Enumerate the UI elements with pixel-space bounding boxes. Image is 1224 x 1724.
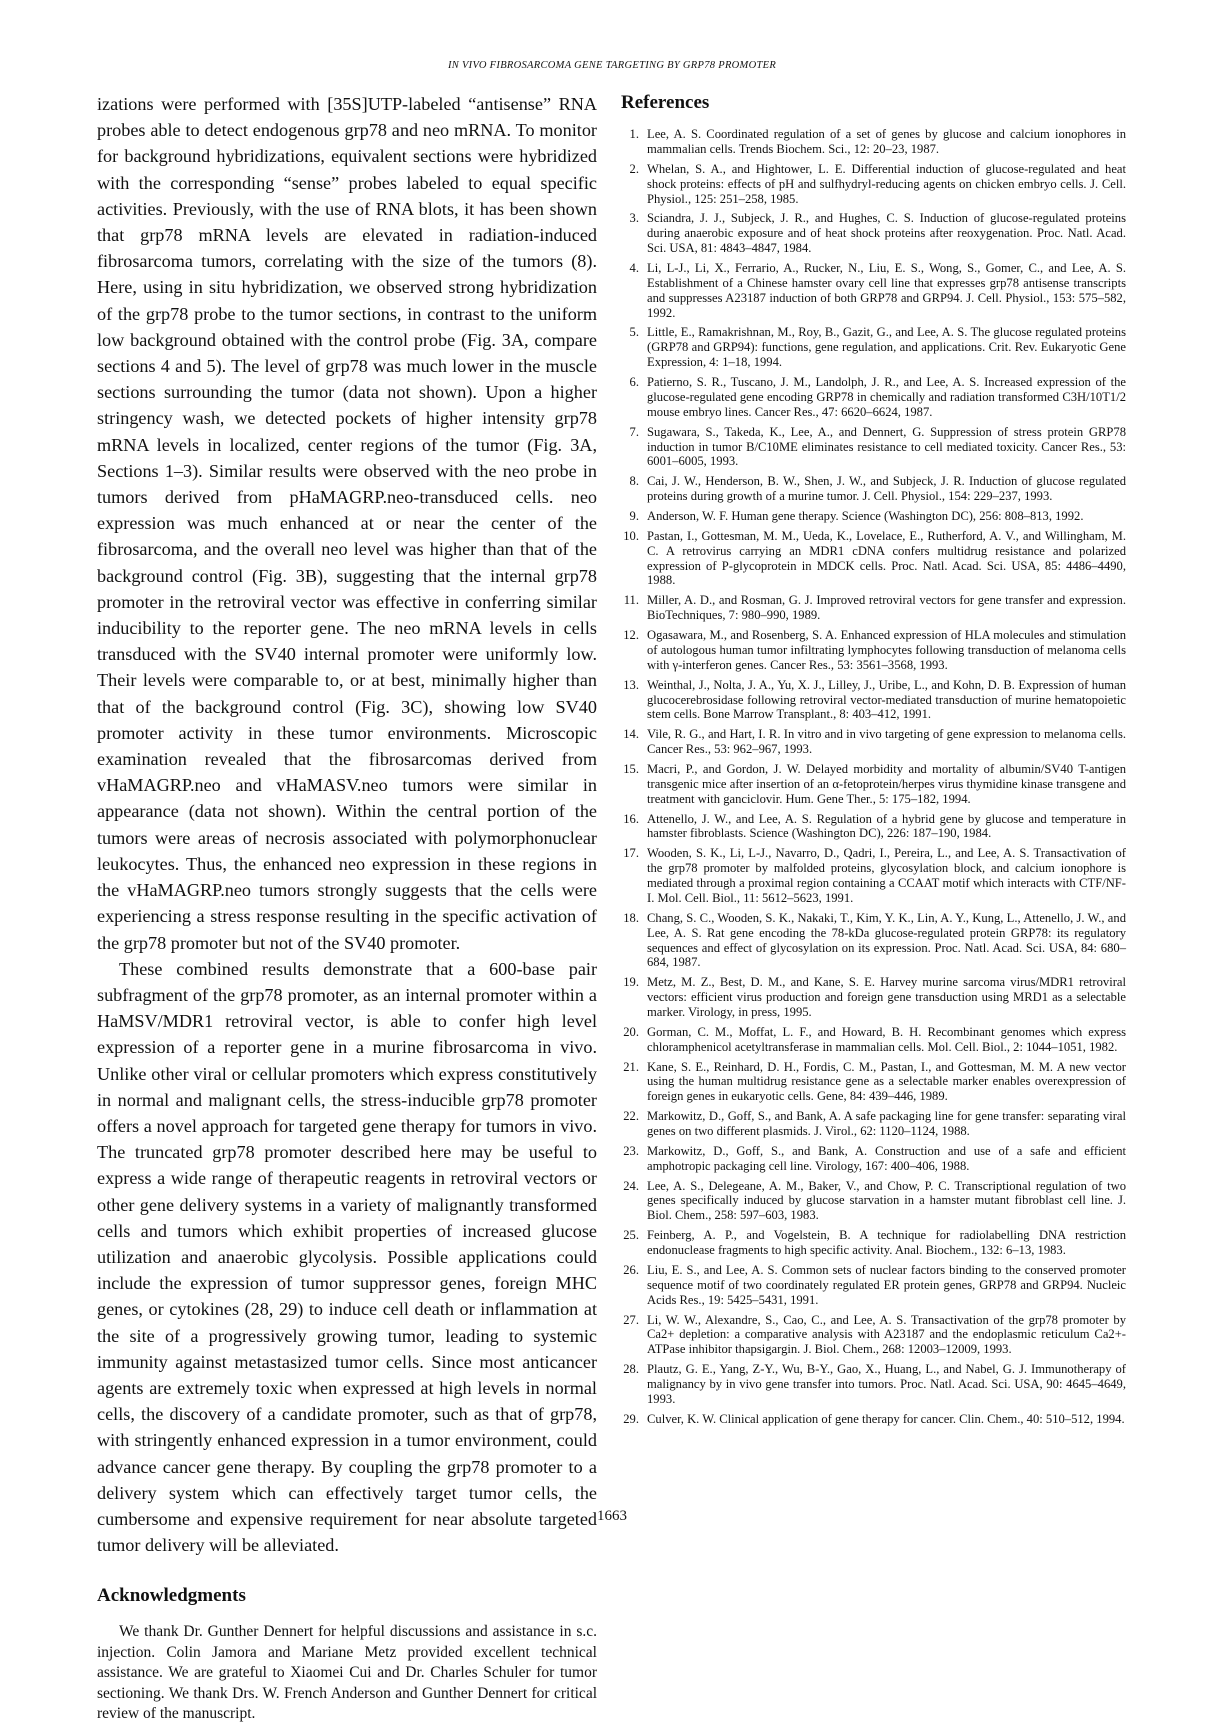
reference-text: Patierno, S. R., Tuscano, J. M., Landolph, J. R., and Lee, A. S. Increased expression of the glucose-regulated gene encoding GRP78 in chemically and radiation transformed C3H/10T1/2 mouse embryo lines. Cancer Res., 47: 6620–6624, 1987. (647, 375, 1126, 419)
running-head: IN VIVO FIBROSARCOMA GENE TARGETING BY GRP78 PROMOTER (447, 60, 777, 71)
references-heading: References (621, 92, 710, 113)
reference-item (621, 162, 1126, 207)
reference-text: Anderson, W. F. Human gene therapy. Science (Washington DC), 256: 808–813, 1992. (647, 508, 1084, 523)
reference-item (621, 812, 1126, 842)
reference-item (621, 1109, 1126, 1139)
acknowledgments-text: We thank Dr. Gunther Dennert for helpful discussions and assistance in s.c. injection. Colin Jamora and Mariane Metz provided excellent technical assistance. We are grateful to Xiaomei Cui and Dr. Charles Schuler for tumor sectioning. We thank Drs. W. French Anderson and Gunther Dennert for critical review of the manuscript. (97, 1623, 597, 1722)
reference-item (621, 1313, 1126, 1358)
reference-number: 16. (623, 811, 639, 826)
reference-number: 15. (623, 761, 639, 776)
page-number: 1663 (597, 1508, 627, 1524)
reference-text: Miller, A. D., and Rosman, G. J. Improved retroviral vectors for gene transfer and expression. BioTechniques, 7: 980–990, 1989. (647, 593, 1126, 623)
reference-list (621, 127, 1126, 1427)
reference-item (621, 911, 1126, 971)
acknowledgments-heading: Acknowledgments (97, 1585, 246, 1607)
reference-number: 1. (629, 127, 639, 141)
reference-item (621, 509, 1126, 524)
reference-text: Whelan, S. A., and Hightower, L. E. Differential induction of glucose-regulated and heat shock proteins: effects of pH and sulfhydryl-reducing agents on chicken embryo cells. J. Cell. Physiol., 125: 251–258, 1985. (647, 161, 1126, 206)
reference-item (621, 425, 1126, 470)
reference-item (621, 727, 1126, 757)
reference-text: Vile, R. G., and Hart, I. R. In vitro and in vivo targeting of gene expression to melanoma cells. Cancer Res., 53: 962–967, 1993. (647, 727, 1126, 757)
reference-item (621, 593, 1126, 623)
reference-number: 10. (623, 528, 639, 543)
results-discussion-text (97, 91, 597, 1558)
reference-text: Sciandra, J. J., Subjeck, J. R., and Hughes, C. S. Induction of glucose-regulated proteins during anaerobic exposure and of heat shock proteins after reoxygenation. Proc. Natl. Acad. Sci. USA, 81: 4843–4847, 1984. (647, 211, 1126, 256)
reference-number: 26. (623, 1262, 639, 1277)
reference-text: Markowitz, D., Goff, S., and Bank, A. A safe packaging line for gene transfer: separating viral genes on two different plasmids. J. Virol., 62: 1120–1124, 1988. (647, 1109, 1126, 1139)
reference-item (621, 211, 1126, 256)
reference-item (621, 628, 1126, 673)
reference-number: 18. (623, 910, 639, 925)
reference-item (621, 762, 1126, 807)
reference-number: 6. (629, 375, 639, 390)
reference-number: 5. (629, 325, 639, 340)
right-column (621, 91, 1126, 1432)
reference-item (621, 1025, 1126, 1055)
reference-number: 21. (623, 1059, 639, 1074)
reference-number: 24. (623, 1178, 639, 1193)
reference-number: 7. (629, 424, 639, 439)
reference-text: Li, L-J., Li, X., Ferrario, A., Rucker, N., Liu, E. S., Wong, S., Gomer, C., and Lee, A. S. Establishment of a Chinese hamster ovary cell line that expresses grp78 antisense transcripts and suppresses A23187 induction of both GRP78 and GRP94. J. Cell. Physiol., 153: 575–582, 1992. (647, 260, 1126, 320)
reference-text: Lee, A. S., Delegeane, A. M., Baker, V., and Chow, P. C. Transcriptional regulation of two genes specifically induced by glucose starvation in a hamster mutant fibroblast cell line. J. Biol. Chem., 258: 597–603, 1983. (647, 1178, 1126, 1223)
reference-item (621, 375, 1126, 420)
reference-text: Attenello, J. W., and Lee, A. S. Regulation of a hybrid gene by glucose and temperature in hamster fibroblasts. Science (Washington DC), 226: 187–190, 1984. (647, 811, 1126, 841)
reference-number: 12. (623, 627, 639, 642)
reference-number: 23. (623, 1143, 639, 1158)
reference-number: 2. (629, 161, 639, 176)
reference-number: 19. (623, 975, 639, 990)
reference-number: 11. (623, 593, 639, 608)
reference-text: Lee, A. S. Coordinated regulation of a set of genes by glucose and calcium ionophores in mammalian cells. Trends Biochem. Sci., 12: 20–23, 1987. (647, 127, 1126, 156)
reference-text: Pastan, I., Gottesman, M. M., Ueda, K., Lovelace, E., Rutherford, A. V., and Willingham, M. C. A retrovirus carrying an MDR1 cDNA confers multidrug resistance and polarized expression of P-glycoprotein in MDCK cells. Proc. Natl. Acad. Sci. USA, 85: 4486–4490, 1988. (647, 528, 1126, 588)
reference-text: Li, W. W., Alexandre, S., Cao, C., and Lee, A. S. Transactivation of the grp78 promoter by Ca2+ depletion: a comparative analysis with A23187 and the endoplasmic reticulum Ca2+-ATPase inhibitor thapsigargin. J. Biol. Chem., 268: 12003–12009, 1993. (647, 1312, 1126, 1357)
reference-number: 17. (623, 846, 639, 861)
reference-item (621, 1144, 1126, 1174)
body-paragraph-1: izations were performed with [35S]UTP-labeled “antisense” RNA probes able to detect endogenous grp78 and neo mRNA. To monitor for background hybridizations, equivalent sections were hybridized with the corresponding “sense” probes labeled to equal specific activities. Previously, with the use of RNA blots, it has been shown that grp78 mRNA levels are elevated in radiation-induced fibrosarcoma tumors, correlating with the size of the tumors (8). Here, using in situ hybridization, we observed strong hybridization of the grp78 probe to the tumor sections, in contrast to the uniform low background obtained with the control probe (Fig. 3A, compare sections 4 and 5). The level of grp78 was much lower in the muscle sections surrounding the tumor (data not shown). Upon a higher stringency wash, we detected pockets of higher intensity grp78 mRNA levels in localized, center regions of the tumor (Fig. 3A, Sections 1–3). Similar results were observed with the neo probe in tumors derived from pHaMAGRP.neo-transduced cells. neo expression was much enhanced at or near the center of the fibrosarcoma, and the overall neo level was higher than that of the background control (Fig. 3B), suggesting that the internal grp78 promoter in the retroviral vector was effective in conferring similar inducibility to the reporter gene. The neo mRNA levels in cells transduced with the SV40 internal promoter were uniformly low. Their levels were comparable to, or at best, minimally higher than that of the background control (Fig. 3C), showing low SV40 promoter activity in these tumor environments. Microscopic examination revealed that the fibrosarcomas derived from vHaMAGRP.neo and vHaMASV.neo tumors were similar in appearance (data not shown). Within the central portion of the tumors were areas of necrosis associated with polymorphonuclear leukocytes. Thus, the enhanced neo expression in these regions in the vHaMAGRP.neo tumors strongly suggests that the cells were experiencing a stress response resulting in the specific activation of the grp78 promoter but not of the SV40 promoter. (97, 94, 597, 953)
reference-item (621, 1362, 1126, 1407)
reference-number: 3. (629, 211, 639, 226)
reference-text: Kane, S. E., Reinhard, D. H., Fordis, C. M., Pastan, I., and Gottesman, M. M. A new vector using the human multidrug resistance gene as a selectable marker enables overexpression of foreign genes in eukaryotic cells. Gene, 84: 439–446, 1989. (647, 1059, 1126, 1104)
reference-number: 25. (623, 1228, 639, 1243)
reference-item (621, 1060, 1126, 1105)
reference-item (621, 975, 1126, 1020)
acknowledgments-section (97, 1622, 597, 1724)
reference-number: 13. (623, 677, 639, 692)
reference-number: 27. (623, 1312, 639, 1327)
reference-number: 9. (629, 508, 639, 523)
body-paragraph-2: These combined results demonstrate that a 600-base pair subfragment of the grp78 promoter, as an internal promoter within a HaMSV/MDR1 retroviral vector, is able to confer high level expression of a reporter gene in a murine fibrosarcoma in vivo. Unlike other viral or cellular promoters which express constitutively in normal and malignant cells, the stress-inducible grp78 promoter offers a novel approach for targeted gene therapy for tumors in vivo. The truncated grp78 promoter described here may be useful to express a wide range of therapeutic reagents in retroviral vectors or other gene delivery systems in a variety of malignantly transformed cells and tumors which exhibit properties of increased glucose utilization and anaerobic glycolysis. Possible applications could include the expression of tumor suppressor genes, foreign MHC genes, or cytokines (28, 29) to induce cell death or inflammation at the site of a progressively growing tumor, leading to systemic immunity against metastasized tumor cells. Since most anticancer agents are extremely toxic when expressed at high levels in normal cells, the discovery of a candidate promoter, such as that of grp78, with stringently enhanced expression in a tumor environment, could advance cancer gene therapy. By coupling the grp78 promoter to a delivery system which can effectively target tumor cells, the cumbersome and expensive requirement for near absolute targeted tumor delivery will be alleviated. (97, 958, 597, 1556)
reference-item (621, 474, 1126, 504)
reference-item (621, 678, 1126, 723)
reference-item (621, 529, 1126, 589)
reference-item (621, 261, 1126, 321)
reference-number: 20. (623, 1024, 639, 1039)
left-column (97, 91, 597, 1724)
reference-number: 28. (623, 1362, 639, 1377)
reference-text: Feinberg, A. P., and Vogelstein, B. A technique for radiolabelling DNA restriction endonuclease fragments to high specific activity. Anal. Biochem., 132: 6–13, 1983. (647, 1228, 1126, 1258)
reference-number: 14. (623, 727, 639, 742)
reference-text: Metz, M. Z., Best, D. M., and Kane, S. E. Harvey murine sarcoma virus/MDR1 retroviral vectors: efficient virus production and foreign gene transduction using MRD1 as a selectable marker. Virology, in press, 1995. (647, 975, 1126, 1020)
reference-number: 4. (629, 260, 639, 275)
reference-text: Little, E., Ramakrishnan, M., Roy, B., Gazit, G., and Lee, A. S. The glucose regulated proteins (GRP78 and GRP94): functions, gene regulation, and applications. Crit. Rev. Eukaryotic Gene Expression, 4: 1–18, 1994. (647, 325, 1126, 370)
reference-text: Chang, S. C., Wooden, S. K., Nakaki, T., Kim, Y. K., Lin, A. Y., Kung, L., Attenello, J. W., and Lee, A. S. Rat gene encoding the 78-kDa glucose-regulated protein GRP78: its regulatory sequences and effect of glycosylation on its expression. Proc. Natl. Acad. Sci. USA, 84: 680–684, 1987. (647, 910, 1126, 970)
reference-item (621, 1263, 1126, 1308)
reference-number: 8. (629, 474, 639, 489)
reference-number: 29. (623, 1411, 639, 1426)
reference-text: Markowitz, D., Goff, S., and Bank, A. Construction and use of a safe and efficient amphotropic packaging cell line. Virology, 167: 400–406, 1988. (647, 1143, 1126, 1173)
reference-text: Sugawara, S., Takeda, K., Lee, A., and Dennert, G. Suppression of stress protein GRP78 induction in tumor B/C10ME eliminates resistance to cell mediated toxicity. Cancer Res., 53: 6001–6005, 1993. (647, 424, 1126, 469)
reference-text: Cai, J. W., Henderson, B. W., Shen, J. W., and Subjeck, J. R. Induction of glucose regulated proteins during growth of a murine tumor. J. Cell. Physiol., 154: 229–237, 1993. (647, 474, 1126, 504)
reference-text: Ogasawara, M., and Rosenberg, S. A. Enhanced expression of HLA molecules and stimulation of autologous human tumor infiltrating lymphocytes following transduction of melanoma cells with γ-interferon genes. Cancer Res., 53: 3561–3568, 1993. (647, 627, 1126, 672)
reference-item (621, 127, 1126, 157)
reference-text: Macri, P., and Gordon, J. W. Delayed morbidity and mortality of albumin/SV40 T-antigen transgenic mice after insertion of an α-fetoprotein/herpes virus thymidine kinase transgene and treatment with ganciclovir. Hum. Gene Ther., 5: 175–182, 1994. (647, 761, 1126, 806)
reference-text: Liu, E. S., and Lee, A. S. Common sets of nuclear factors binding to the conserved promoter sequence motif of two coordinately regulated ER protein genes, GRP78 and GRP94. Nucleic Acids Res., 19: 5425–5431, 1991. (647, 1262, 1126, 1307)
reference-text: Culver, K. W. Clinical application of gene therapy for cancer. Clin. Chem., 40: 510–512, 1994. (647, 1411, 1125, 1426)
reference-item (621, 1228, 1126, 1258)
reference-item (621, 846, 1126, 906)
reference-number: 22. (623, 1109, 639, 1124)
reference-item (621, 1179, 1126, 1224)
reference-item (621, 325, 1126, 370)
reference-item (621, 1412, 1126, 1427)
reference-text: Weinthal, J., Nolta, J. A., Yu, X. J., Lilley, J., Uribe, L., and Kohn, D. B. Expression of human glucocerebrosidase following retroviral vector-mediated transduction of murine hematopoietic stem cells. Bone Marrow Transplant., 8: 403–412, 1991. (647, 677, 1126, 722)
reference-text: Gorman, C. M., Moffat, L. F., and Howard, B. H. Recombinant genomes which express chloramphenicol acetyltransferase in mammalian cells. Mol. Cell. Biol., 2: 1044–1051, 1982. (647, 1024, 1126, 1054)
reference-text: Plautz, G. E., Yang, Z-Y., Wu, B-Y., Gao, X., Huang, L., and Nabel, G. J. Immunotherapy of malignancy by in vivo gene transfer into tumors. Proc. Natl. Acad. Sci. USA, 90: 4645–4649, 1993. (647, 1362, 1126, 1406)
reference-text: Wooden, S. K., Li, L-J., Navarro, D., Qadri, I., Pereira, L., and Lee, A. S. Transactivation of the grp78 promoter by malfolded proteins, glycosylation block, and calcium ionophore is mediated through a proximal region containing a CCAAT motif which interacts with CTF/NF-I. Mol. Cell. Biol., 11: 5612–5623, 1991. (647, 846, 1126, 905)
